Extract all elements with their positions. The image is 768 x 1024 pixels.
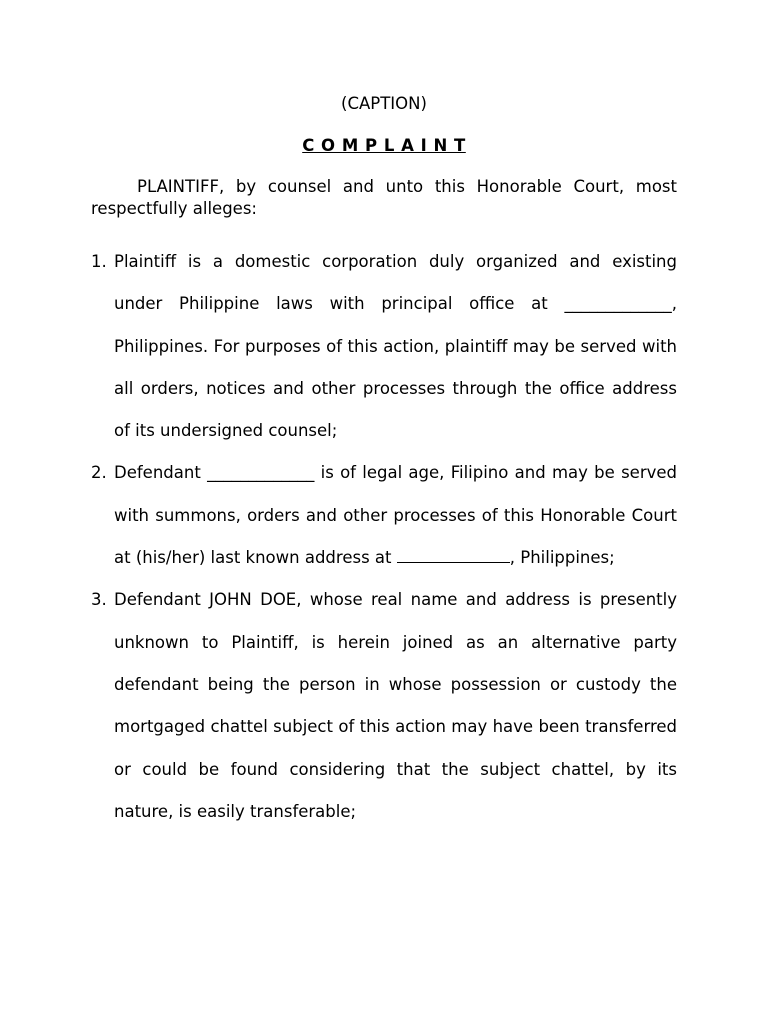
allegation-item (91, 579, 677, 833)
allegation-text: Defendant JOHN DOE, whose real name and address is presently unknown to Plaintiff, is herein joined as an alternative party defendant being the person in whose possession or custody the mortgaged chattel subject of this action may have been transferred or could be found considering that the subject chattel, by its nature, is easily transferable; (114, 590, 677, 821)
blank-field: _____________ (207, 463, 315, 483)
allegation-number: 2. (91, 463, 107, 483)
blank-line (397, 548, 510, 563)
caption-heading: (CAPTION) (341, 94, 427, 113)
allegation-item (91, 452, 677, 579)
allegation-number: 3. (91, 590, 107, 610)
intro-paragraph: PLAINTIFF, by counsel and unto this Honorable Court, most respectfully alleges: (91, 177, 677, 218)
blank-field: _____________ (564, 294, 672, 314)
allegations-list (91, 241, 677, 833)
allegation-text: , Philippines; (509, 548, 615, 568)
allegation-text: Defendant (114, 463, 208, 483)
allegation-number: 1. (91, 252, 107, 271)
allegation-item (91, 241, 677, 452)
document-title: C O M P L A I N T (302, 136, 466, 155)
allegation-text: is of legal age, Filipino and may be served with summons, orders and other processes of this Honorable Court at (his/her) last known address at (114, 463, 678, 568)
allegation-text: , Philippines. For purposes of this action, plaintiff may be served with all orders, notices and other processes through the office address of its undersigned counsel; (114, 294, 677, 441)
allegation-text: Plaintiff is a domestic corporation duly organized and existing under Philippine laws with principal office at (114, 252, 677, 314)
